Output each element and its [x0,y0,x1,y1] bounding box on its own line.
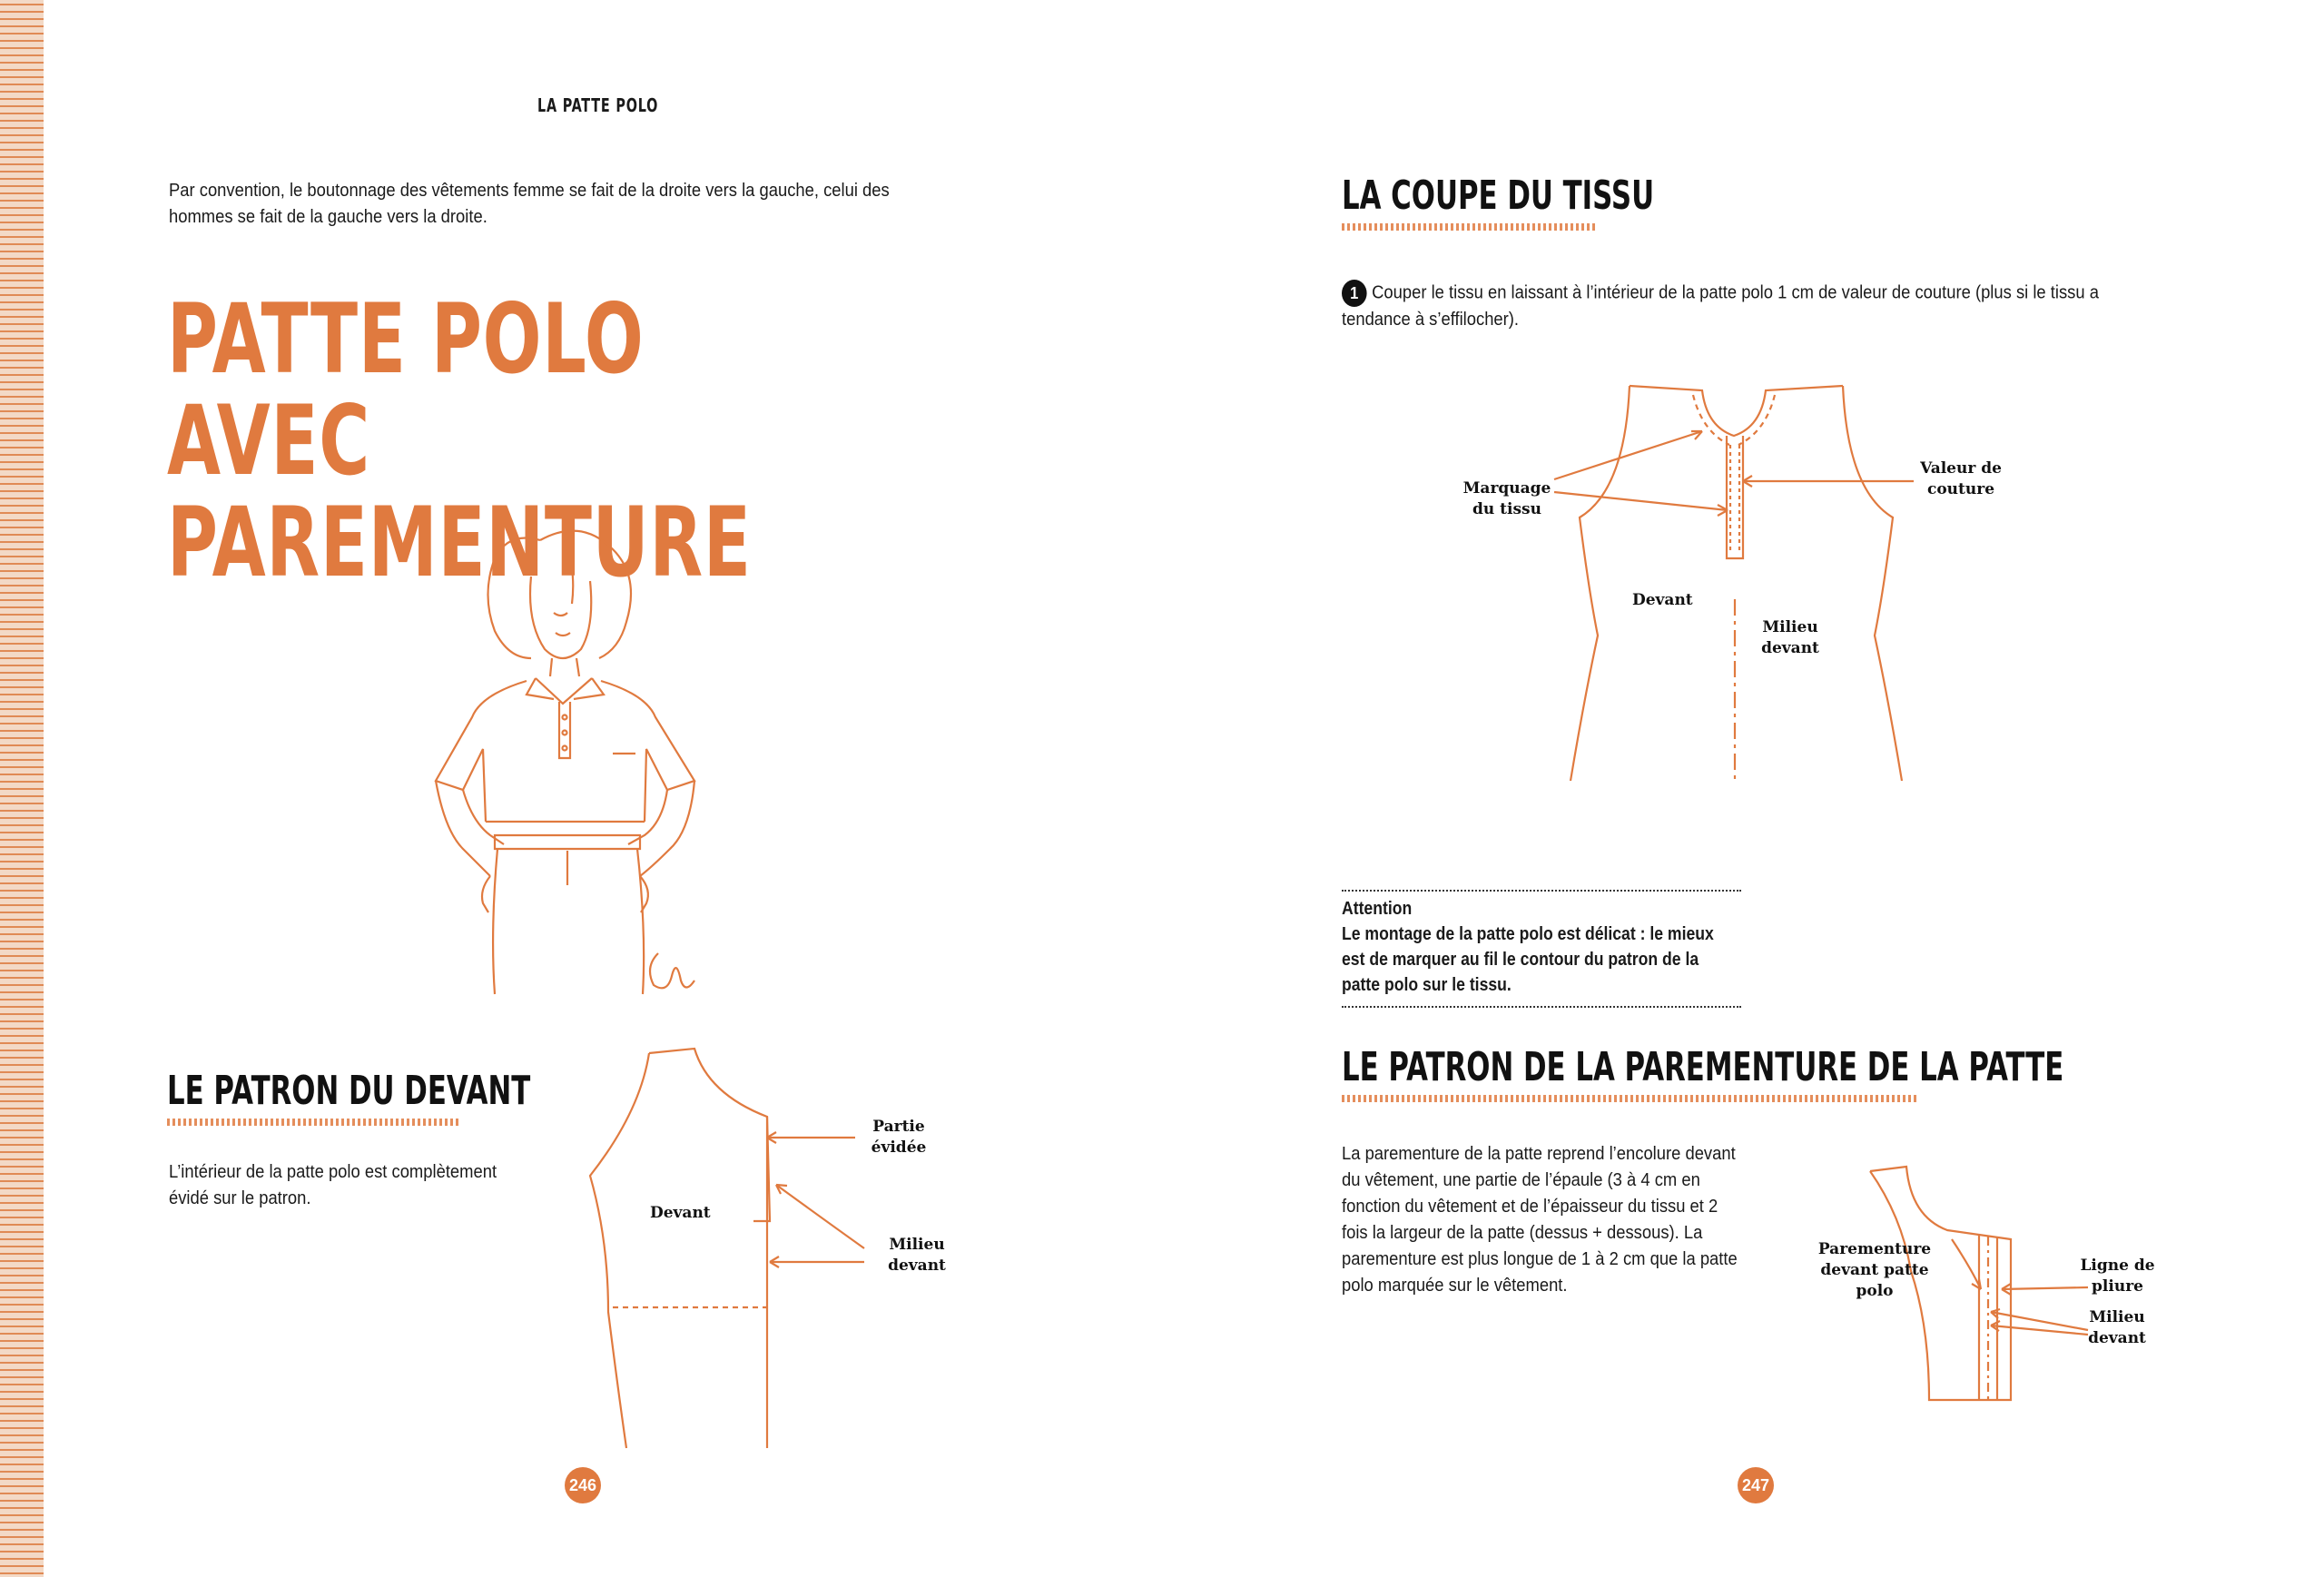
label-milieu-devant-diagram2: Milieu devant [2088,1308,2146,1347]
label-ligne-pliure: Ligne de pliure [2080,1257,2155,1296]
section-underline [1342,1095,1919,1102]
label-milieu-devant: Milieu devant [888,1236,946,1275]
running-header: LA PATTE POLO [537,94,659,116]
notice-bottom-divider [1342,1006,1741,1008]
step-number-badge: 1 [1342,280,1367,307]
section-underline [1342,223,1598,231]
page-number-right: 247 [1738,1467,1774,1503]
decorative-spine-border [0,0,44,1577]
section-title-parementure: LE PATRON DE LA PAREMENTURE DE LA PATTE [1342,1044,2064,1090]
step-1-content: Couper le tissu en laissant à l’intérieur de la patte polo 1 cm de valeur de couture (plus si le tissu a tendance à s’effilocher). [1342,282,2099,330]
title-line-2: AVEC PAREMENTURE [167,385,752,598]
section-title-patron-devant: LE PATRON DU DEVANT [167,1068,531,1114]
attention-title: Attention [1342,899,1413,919]
step-1-text [1342,280,2119,333]
patron-devant-text: L’intérieur de la patte polo est complètement évidé sur le patron. [169,1162,497,1208]
label-devant: Devant [650,1204,711,1222]
title-line-1: PATTE POLO [167,283,645,395]
attention-text: Le montage de la patte polo est délicat : le mieux est de marquer au fil le contour du patron de la patte polo sur le tissu. [1342,924,1714,995]
attention-notice [1342,896,1718,998]
label-parementure-devant: Parementure devant patte polo [1817,1240,1932,1300]
section-title-coupe-tissu: LA COUPE DU TISSU [1342,172,1655,219]
label-milieu-devant-diagram1: Milieu devant [1761,618,1819,657]
intro-paragraph: Par convention, le boutonnage des vêtements femme se fait de la droite vers la gauche, celui des hommes se fait de la gauche vers la droite. [169,181,890,227]
label-devant-diagram1: Devant [1632,591,1693,609]
label-partie-evidee: Partie évidée [871,1118,927,1157]
section-underline [167,1119,459,1126]
label-marquage-tissu: Marquage du tissu [1462,479,1551,518]
page-number-left: 246 [565,1467,601,1503]
label-valeur-couture: Valeur de couture [1920,459,2002,498]
notice-top-divider [1342,890,1741,892]
fabric-cut-diagram [1471,381,1979,781]
polo-shirt-sketch-illustration [381,522,790,1021]
parementure-text: La parementure de la patte reprend l’encolure devant du vêtement, une partie de l’épaule (3 à 4 cm en fonction du vêtement et de l’épaisseur du tissu et 2 fois la largeur de la patte (dessus + dessous). La parementure est plus longue de 1 à 2 cm que la patte polo marquée sur le vêtement. [1342,1144,1738,1296]
